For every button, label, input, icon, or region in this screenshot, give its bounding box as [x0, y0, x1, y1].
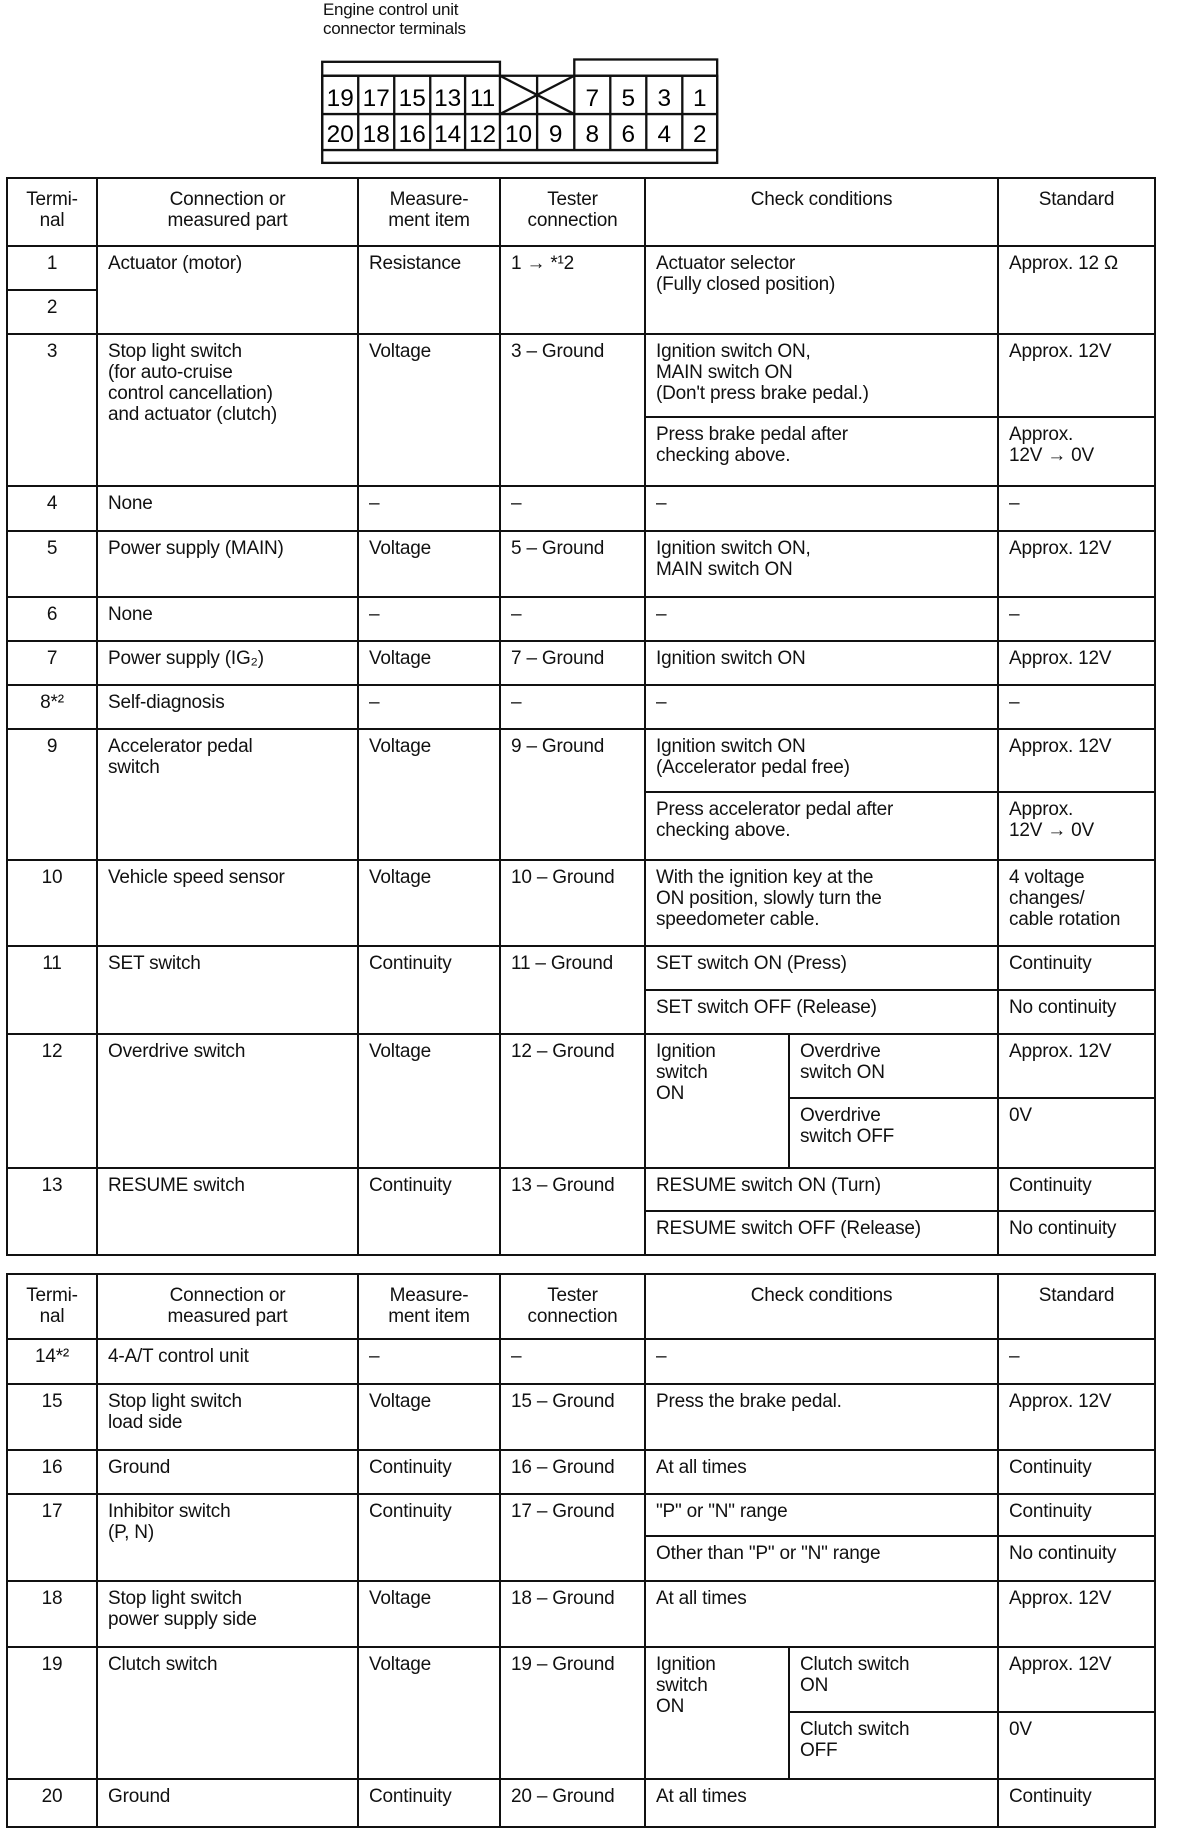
terminal-cell: 3	[7, 334, 97, 486]
table-row	[7, 1339, 1155, 1384]
tester-cell: –	[500, 597, 645, 641]
check-condition-main: Ignition switch ON	[645, 1034, 789, 1168]
tester-cell: 15 – Ground	[500, 1384, 645, 1450]
standard-cell: Approx. 12 Ω	[998, 246, 1155, 334]
standard-cell: No continuity	[998, 990, 1155, 1034]
terminal-cell: 14*²	[7, 1339, 97, 1384]
standard-cell: –	[998, 685, 1155, 729]
tester-cell: –	[500, 685, 645, 729]
connection-cell: RESUME switch	[97, 1168, 358, 1255]
measurement-cell: Voltage	[358, 641, 500, 685]
standard-cell: No continuity	[998, 1536, 1155, 1581]
tester-cell: –	[500, 1339, 645, 1384]
terminal-number: 16	[398, 120, 426, 148]
measurement-cell: Voltage	[358, 531, 500, 597]
header-terminal: Termi- nal	[7, 178, 97, 246]
measurement-cell: Continuity	[358, 1494, 500, 1581]
terminal-number: 2	[692, 120, 707, 148]
check-condition-cell: RESUME switch OFF (Release)	[645, 1211, 998, 1255]
table-row	[7, 1494, 1155, 1536]
terminal-number: 17	[362, 84, 390, 112]
connection-cell: Vehicle speed sensor	[97, 860, 358, 946]
check-condition-cell: Press the brake pedal.	[645, 1384, 998, 1450]
terminal-cell: 20	[7, 1779, 97, 1827]
measurement-cell: Voltage	[358, 1647, 500, 1779]
terminal-number: 5	[621, 84, 636, 112]
terminal-cell: 18	[7, 1581, 97, 1647]
standard-cell: Continuity	[998, 946, 1155, 990]
header-standard: Standard	[998, 1274, 1155, 1339]
tester-cell: 17 – Ground	[500, 1494, 645, 1581]
check-condition-cell: Press accelerator pedal after checking above.	[645, 792, 998, 860]
tester-cell: 13 – Ground	[500, 1168, 645, 1255]
tester-cell: 12 – Ground	[500, 1034, 645, 1168]
tester-cell: 1 → *¹2	[500, 246, 645, 334]
header-tester: Tester connection	[500, 178, 645, 246]
measurement-cell: –	[358, 486, 500, 531]
header-check-conditions: Check conditions	[645, 178, 998, 246]
terminal-number: 3	[657, 84, 672, 112]
header-standard: Standard	[998, 178, 1155, 246]
diagram-title: Engine control unit connector terminals	[323, 0, 466, 38]
check-condition-cell: Other than "P" or "N" range	[645, 1536, 998, 1581]
terminal-cell: 12	[7, 1034, 97, 1168]
table-row	[7, 1384, 1155, 1450]
terminal-number: 19	[326, 84, 354, 112]
check-condition-sub: Overdrive switch ON	[789, 1034, 998, 1098]
check-condition-cell: –	[645, 1339, 998, 1384]
check-condition-cell: –	[645, 685, 998, 729]
tester-cell: –	[500, 486, 645, 531]
connection-cell: Stop light switch load side	[97, 1384, 358, 1450]
check-condition-cell: At all times	[645, 1779, 998, 1827]
table-row	[7, 946, 1155, 990]
check-condition-cell: SET switch ON (Press)	[645, 946, 998, 990]
terminal-table-1	[6, 177, 1156, 1256]
table-row	[7, 1168, 1155, 1211]
standard-cell: –	[998, 1339, 1155, 1384]
check-condition-cell: Press brake pedal after checking above.	[645, 417, 998, 486]
measurement-cell: Voltage	[358, 729, 500, 860]
header-terminal: Termi- nal	[7, 1274, 97, 1339]
header-measurement: Measure- ment item	[358, 1274, 500, 1339]
check-condition-cell: Ignition switch ON	[645, 641, 998, 685]
terminal-number: 13	[434, 84, 462, 112]
measurement-cell: Voltage	[358, 1034, 500, 1168]
table-row	[7, 1647, 1155, 1712]
terminal-cell: 5	[7, 531, 97, 597]
header-row	[7, 178, 1155, 246]
tester-cell: 10 – Ground	[500, 860, 645, 946]
check-condition-cell: With the ignition key at the ON position, slowly turn the speedometer cable.	[645, 860, 998, 946]
table-row	[7, 685, 1155, 729]
table-row	[7, 1034, 1155, 1098]
measurement-cell: Voltage	[358, 1384, 500, 1450]
standard-cell: Approx. 12V	[998, 641, 1155, 685]
connector-key-right	[574, 59, 717, 75]
check-condition-cell: At all times	[645, 1450, 998, 1494]
connection-cell: Accelerator pedal switch	[97, 729, 358, 860]
table-row	[7, 1450, 1155, 1494]
tester-cell: 19 – Ground	[500, 1647, 645, 1779]
standard-cell: Continuity	[998, 1494, 1155, 1536]
standard-cell: Continuity	[998, 1450, 1155, 1494]
connection-cell: Overdrive switch	[97, 1034, 358, 1168]
header-check-conditions: Check conditions	[645, 1274, 998, 1339]
standard-cell: –	[998, 597, 1155, 641]
tester-cell: 5 – Ground	[500, 531, 645, 597]
check-condition-cell: RESUME switch ON (Turn)	[645, 1168, 998, 1211]
tester-cell: 11 – Ground	[500, 946, 645, 1034]
terminal-cell: 8*²	[7, 685, 97, 729]
standard-cell: Continuity	[998, 1779, 1155, 1827]
connection-cell: Inhibitor switch (P, N)	[97, 1494, 358, 1581]
connection-cell: Ground	[97, 1779, 358, 1827]
connector-terminal-diagram	[318, 56, 733, 171]
header-measurement: Measure- ment item	[358, 178, 500, 246]
check-condition-cell: Ignition switch ON (Accelerator pedal free)	[645, 729, 998, 792]
terminal-number: 20	[326, 120, 354, 148]
table-row	[7, 641, 1155, 685]
terminal-number: 12	[468, 120, 497, 148]
connection-cell: 4-A/T control unit	[97, 1339, 358, 1384]
measurement-cell: –	[358, 685, 500, 729]
check-condition-sub: Overdrive switch OFF	[789, 1098, 998, 1168]
terminal-number: 10	[504, 120, 533, 148]
check-condition-cell: –	[645, 486, 998, 531]
header-connection: Connection or measured part	[97, 178, 358, 246]
check-condition-cell: Ignition switch ON, MAIN switch ON	[645, 531, 998, 597]
measurement-cell: Resistance	[358, 246, 500, 334]
check-condition-cell: At all times	[645, 1581, 998, 1647]
standard-cell: Approx. 12V	[998, 729, 1155, 792]
header-connection: Connection or measured part	[97, 1274, 358, 1339]
terminal-cell: 10	[7, 860, 97, 946]
terminal-number: 6	[621, 120, 636, 148]
measurement-cell: Continuity	[358, 1168, 500, 1255]
terminal-cell: 4	[7, 486, 97, 531]
standard-cell: –	[998, 486, 1155, 531]
terminal-cell: 13	[7, 1168, 97, 1255]
terminal-cell: 2	[7, 290, 97, 334]
check-condition-cell: –	[645, 597, 998, 641]
table-row	[7, 1581, 1155, 1647]
measurement-cell: Continuity	[358, 1779, 500, 1827]
connection-cell: Power supply (MAIN)	[97, 531, 358, 597]
tester-cell: 9 – Ground	[500, 729, 645, 860]
table-row	[7, 334, 1155, 417]
check-condition-sub: Clutch switch OFF	[789, 1712, 998, 1779]
standard-cell: 4 voltage changes/ cable rotation	[998, 860, 1155, 946]
tester-cell: 18 – Ground	[500, 1581, 645, 1647]
standard-cell: Approx. 12V	[998, 531, 1155, 597]
connection-cell: Actuator (motor)	[97, 246, 358, 334]
standard-cell: Continuity	[998, 1168, 1155, 1211]
standard-cell: Approx. 12V	[998, 1034, 1155, 1098]
connection-cell: Power supply (IG₂)	[97, 641, 358, 685]
table-row	[7, 531, 1155, 597]
standard-cell: Approx. 12V → 0V	[998, 792, 1155, 860]
connection-cell: Stop light switch (for auto-cruise control cancellation) and actuator (clutch)	[97, 334, 358, 486]
terminal-cell: 1	[7, 246, 97, 290]
table-row	[7, 729, 1155, 792]
table-row	[7, 246, 1155, 290]
check-condition-cell: Ignition switch ON, MAIN switch ON (Don't press brake pedal.)	[645, 334, 998, 417]
terminal-number: 11	[469, 84, 496, 112]
standard-cell: 0V	[998, 1712, 1155, 1779]
standard-cell: Approx. 12V	[998, 1384, 1155, 1450]
connection-cell: Self-diagnosis	[97, 685, 358, 729]
standard-cell: Approx. 12V	[998, 1581, 1155, 1647]
terminal-number: 18	[362, 120, 390, 148]
terminal-cell: 15	[7, 1384, 97, 1450]
check-condition-cell: "P" or "N" range	[645, 1494, 998, 1536]
tester-cell: 16 – Ground	[500, 1450, 645, 1494]
connection-cell: Clutch switch	[97, 1647, 358, 1779]
terminal-cell: 19	[7, 1647, 97, 1779]
measurement-cell: Voltage	[358, 860, 500, 946]
terminal-cell: 7	[7, 641, 97, 685]
tester-cell: 20 – Ground	[500, 1779, 645, 1827]
measurement-cell: Voltage	[358, 334, 500, 486]
header-row	[7, 1274, 1155, 1339]
tester-cell: 7 – Ground	[500, 641, 645, 685]
check-condition-main: Ignition switch ON	[645, 1647, 789, 1779]
terminal-number: 4	[657, 120, 672, 148]
measurement-cell: Continuity	[358, 1450, 500, 1494]
table-row	[7, 1779, 1155, 1827]
measurement-cell: –	[358, 1339, 500, 1384]
connection-cell: Ground	[97, 1450, 358, 1494]
terminal-cell: 11	[7, 946, 97, 1034]
terminal-cell: 16	[7, 1450, 97, 1494]
connector-key-left	[322, 62, 500, 76]
standard-cell: Approx. 12V → 0V	[998, 417, 1155, 486]
standard-cell: Approx. 12V	[998, 1647, 1155, 1712]
check-condition-cell: SET switch OFF (Release)	[645, 990, 998, 1034]
check-condition-sub: Clutch switch ON	[789, 1647, 998, 1712]
terminal-number: 15	[398, 84, 426, 112]
header-tester: Tester connection	[500, 1274, 645, 1339]
tester-cell: 3 – Ground	[500, 334, 645, 486]
check-condition-cell: Actuator selector (Fully closed position)	[645, 246, 998, 334]
connection-cell: None	[97, 486, 358, 531]
terminal-cell: 6	[7, 597, 97, 641]
measurement-cell: Voltage	[358, 1581, 500, 1647]
standard-cell: No continuity	[998, 1211, 1155, 1255]
connection-cell: SET switch	[97, 946, 358, 1034]
terminal-number: 8	[585, 120, 600, 148]
terminal-number: 9	[548, 120, 563, 148]
table-row	[7, 597, 1155, 641]
terminal-cell: 17	[7, 1494, 97, 1581]
table-row	[7, 486, 1155, 531]
measurement-cell: –	[358, 597, 500, 641]
terminal-cell: 9	[7, 729, 97, 860]
terminal-number: 7	[585, 84, 600, 112]
terminal-number: 1	[692, 84, 707, 112]
connection-cell: None	[97, 597, 358, 641]
measurement-cell: Continuity	[358, 946, 500, 1034]
terminal-table-2	[6, 1273, 1156, 1828]
standard-cell: Approx. 12V	[998, 334, 1155, 417]
table-row	[7, 860, 1155, 946]
standard-cell: 0V	[998, 1098, 1155, 1168]
connection-cell: Stop light switch power supply side	[97, 1581, 358, 1647]
terminal-number: 14	[434, 120, 462, 148]
